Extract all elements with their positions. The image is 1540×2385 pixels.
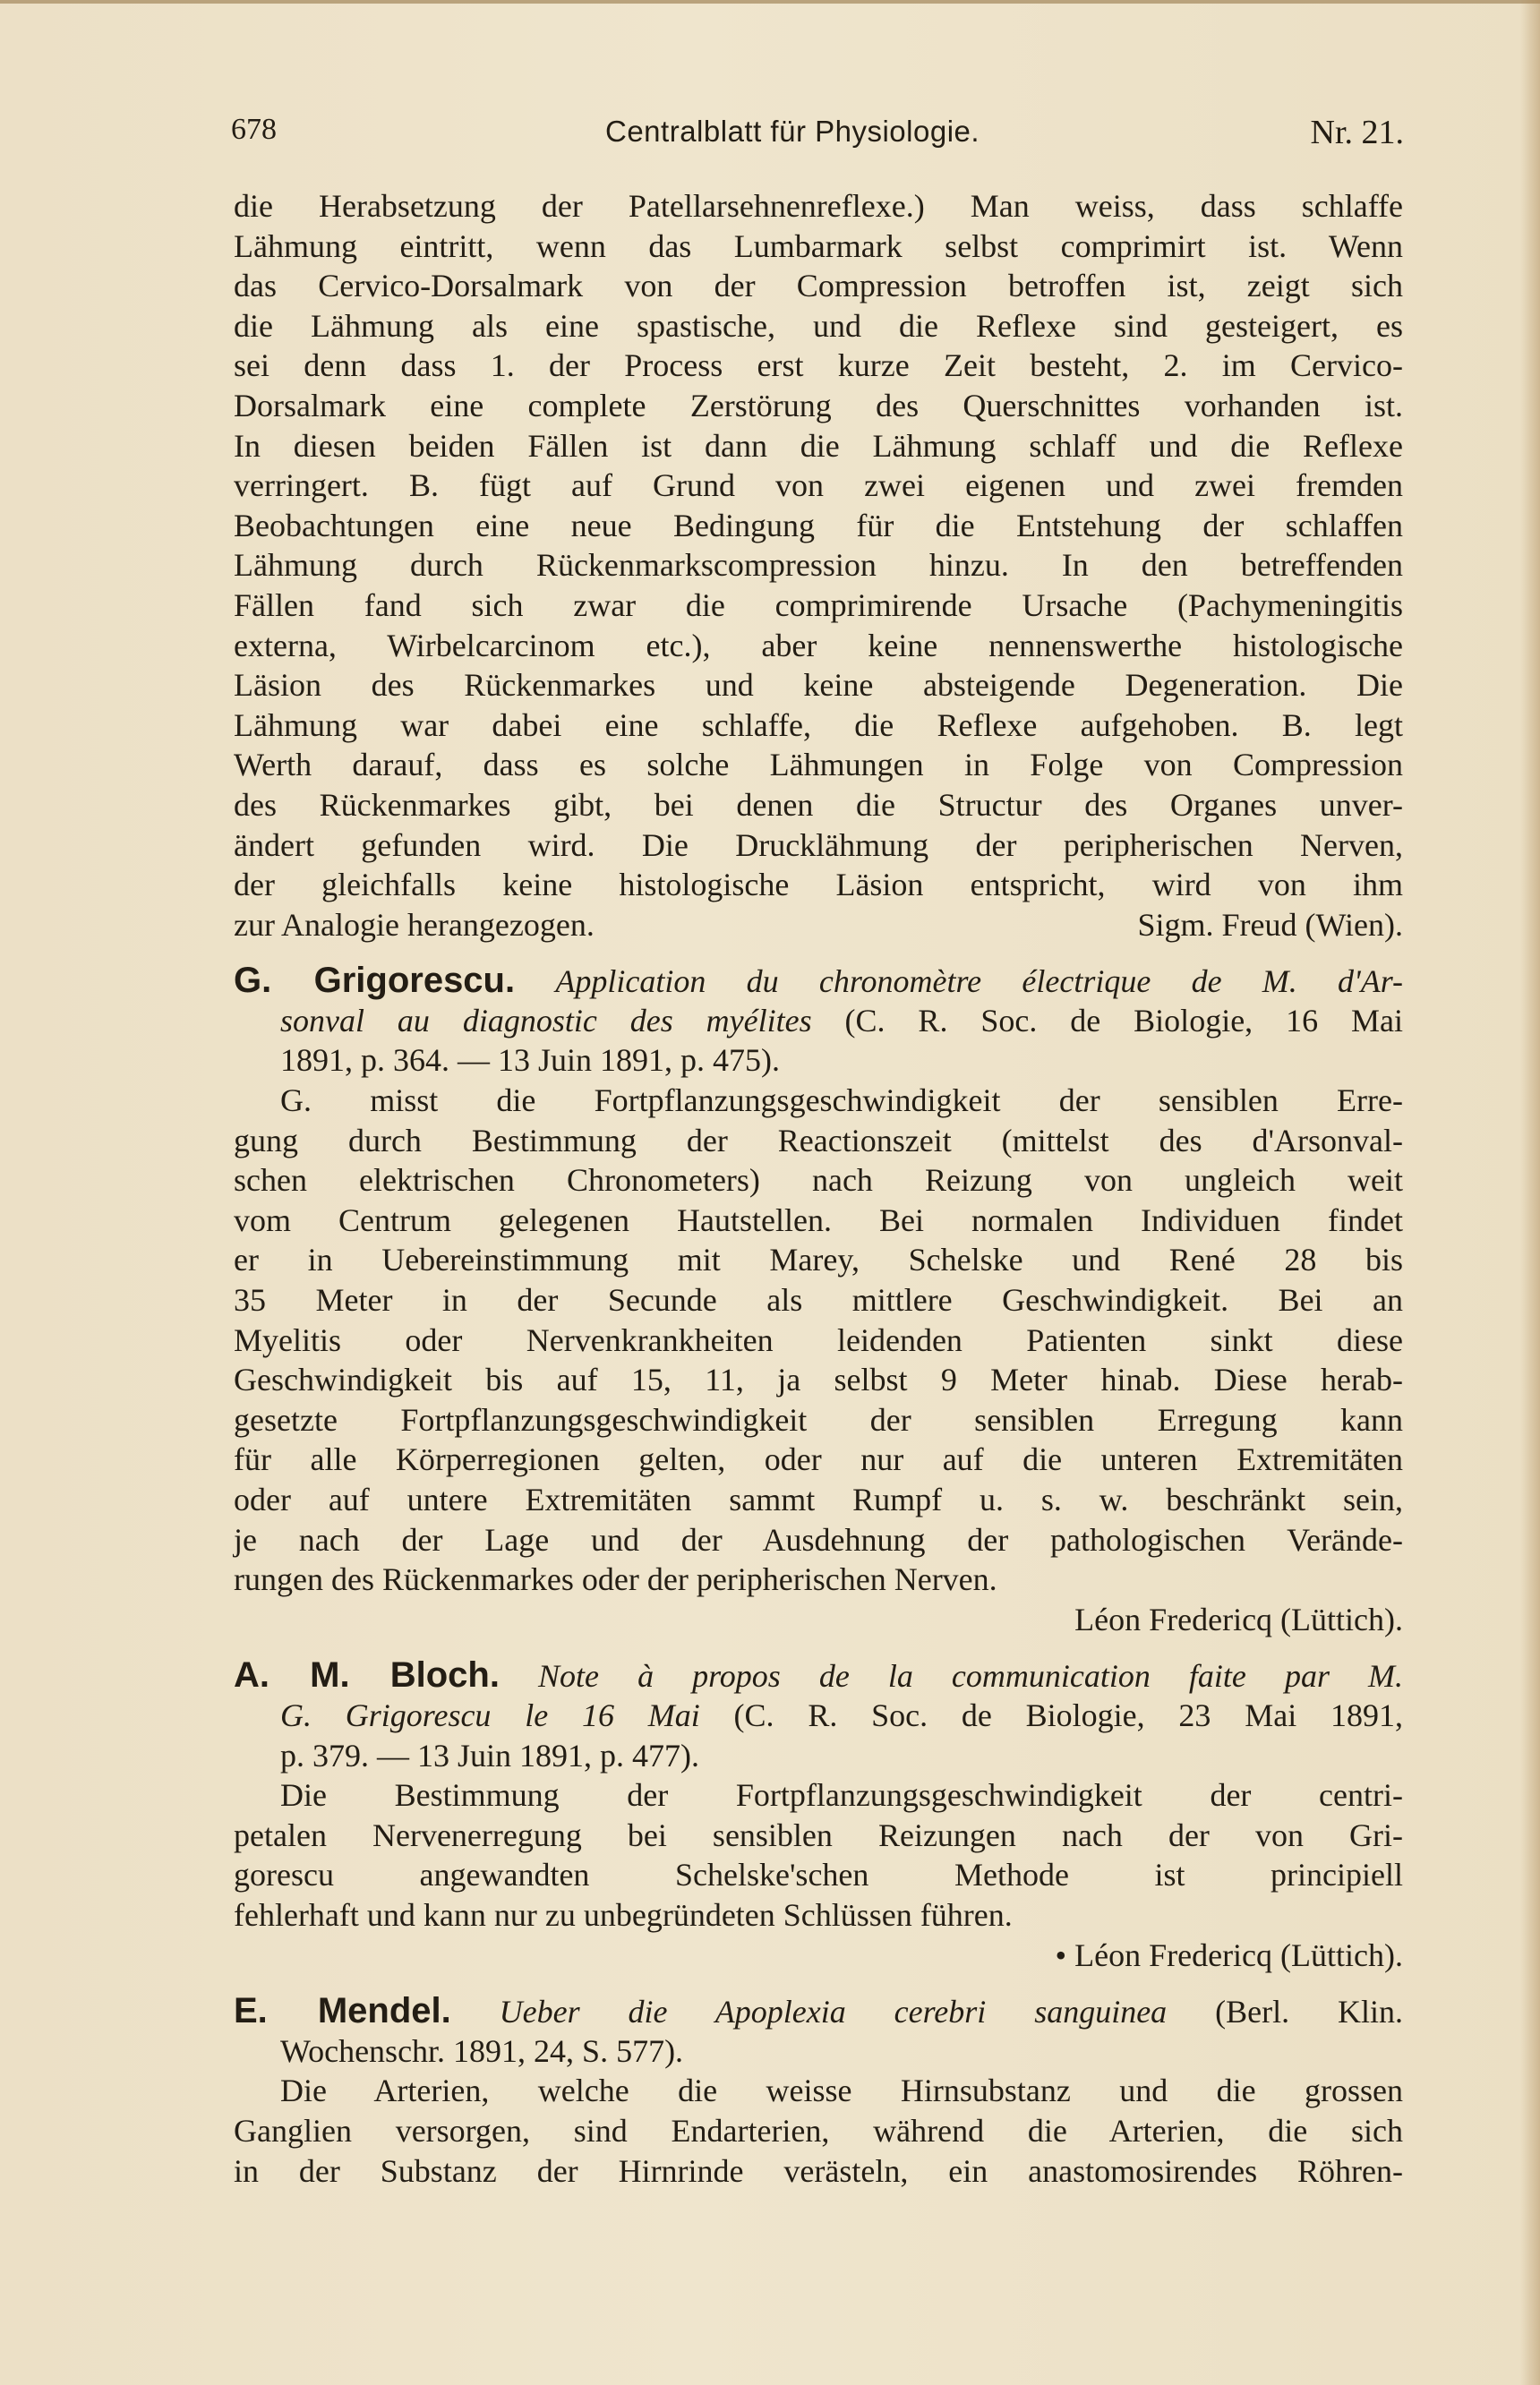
text-line: gung durch Bestimmung der Reactionszeit (mittelst des d'Arsonval- xyxy=(234,1122,1403,1158)
text-line: Läsion des Rückenmarkes und keine absteigende Degeneration. Die xyxy=(234,667,1403,704)
review-freud xyxy=(234,186,1403,945)
text-line: des Rückenmarkes gibt, bei denen die Structur des Organes unver- xyxy=(234,786,1403,823)
text-line: für alle Körperregionen gelten, oder nur auf die unteren Extremitäten xyxy=(234,1441,1403,1478)
article-title-continued: sonval au diagnostic des myélites xyxy=(280,1002,812,1039)
text-line: externa, Wirbelcarcinom etc.), aber keine nennenswerthe histologische xyxy=(234,627,1403,663)
author-name: E. Mendel. xyxy=(234,1991,451,2031)
text-line: die Lähmung als eine spastische, und die Reflexe sind gesteigert, es xyxy=(234,307,1403,344)
text-line: die Herabsetzung der Patellarsehnenreflexe.) Man weiss, dass schlaffe xyxy=(234,188,1403,224)
article-title: Ueber die Apoplexia cerebri sanguinea xyxy=(499,1994,1168,2030)
text-line: der gleichfalls keine histologische Läsion entspricht, wird von ihm xyxy=(234,867,1403,903)
text-line: verringert. B. fügt auf Grund von zwei eigenen und zwei fremden xyxy=(234,467,1403,504)
text-line: Lähmung durch Rückenmarkscompression hinzu. In den betreffenden xyxy=(234,547,1403,584)
reviewer-signature: Léon Fredericq (Lüttich). xyxy=(1074,1601,1403,1637)
text-line: er in Uebereinstimmung mit Marey, Schelske und René 28 bis xyxy=(234,1242,1403,1278)
text-line: Geschwindigkeit bis auf 15, 11, ja selbst 9 Meter hinab. Diese herab- xyxy=(234,1362,1403,1398)
text-line: vom Centrum gelegenen Hautstellen. Bei normalen Individuen findet xyxy=(234,1201,1403,1238)
text-line: Werth darauf, dass es solche Lähmungen in Folge von Compression xyxy=(234,747,1403,783)
citation-source: (C. R. Soc. de Biologie, 23 Mai 1891, xyxy=(699,1697,1403,1733)
journal-title: Centralblatt für Physiologie. xyxy=(605,115,980,148)
text-line: Ganglien versorgen, sind Endarterien, während die Arterien, die sich xyxy=(234,2112,1403,2149)
article-title: Note à propos de la communication faite par M. xyxy=(538,1658,1403,1695)
text-line: Beobachtungen eine neue Bedingung für die Entstehung der schlaffen xyxy=(234,507,1403,543)
reviewer-signature: Sigm. Freud (Wien). xyxy=(1137,906,1403,943)
text-line-final xyxy=(234,905,1403,945)
last-line-text: zur Analogie herangezogen. xyxy=(234,906,595,943)
text-line: G. misst die Fortpflanzungsgeschwindigkeit der sensiblen Erre- xyxy=(280,1082,1403,1119)
citation-line: 1891, p. 364. — 13 Juin 1891, p. 475). xyxy=(280,1042,780,1079)
text-line: Fällen fand sich zwar die comprimirende Ursache (Pachymeningitis xyxy=(234,586,1403,623)
text-line: Die Bestimmung der Fortpflanzungsgeschwindigkeit der centri- xyxy=(280,1777,1403,1814)
citation-line: Wochenschr. 1891, 24, S. 577). xyxy=(280,2032,684,2069)
text-line: 35 Meter in der Secunde als mittlere Geschwindigkeit. Bei an xyxy=(234,1282,1403,1319)
citation-source: (C. R. Soc. de Biologie, 16 Mai xyxy=(811,1002,1403,1039)
citation-line: p. 379. — 13 Juin 1891, p. 477). xyxy=(280,1737,699,1774)
citation-line xyxy=(234,1991,1403,2031)
text-line: gorescu angewandten Schelske'schen Methode ist principiell xyxy=(234,1857,1403,1893)
article-title: Application du chronomètre électrique de M. d'Ar- xyxy=(555,963,1404,1000)
citation-line xyxy=(234,1655,1403,1696)
reviewer-signature: • Léon Fredericq (Lüttich). xyxy=(1055,1936,1403,1973)
text-line: Myelitis oder Nervenkrankheiten leidenden Patienten sinkt diese xyxy=(234,1321,1403,1358)
top-rule xyxy=(0,0,1540,4)
text-line: In diesen beiden Fällen ist dann die Lähmung schlaff und die Reflexe xyxy=(234,427,1403,464)
text-line: das Cervico-Dorsalmark von der Compression betroffen ist, zeigt sich xyxy=(234,268,1403,304)
review-mendel xyxy=(234,1991,1403,2191)
text-line: Lähmung war dabei eine schlaffe, die Reflexe aufgehoben. B. legt xyxy=(234,706,1403,743)
text-line: ändert gefunden wird. Die Drucklähmung der peripherischen Nerven, xyxy=(234,826,1403,863)
citation-source: (Berl. Klin. xyxy=(1167,1994,1403,2030)
citation-line xyxy=(234,1696,1403,1736)
text-line: rungen des Rückenmarkes oder der peripherischen Nerven. xyxy=(234,1561,997,1598)
text-line: petalen Nervenerregung bei sensiblen Reizungen nach der von Gri- xyxy=(234,1817,1403,1853)
author-name: A. M. Bloch. xyxy=(234,1655,500,1696)
text-line: oder auf untere Extremitäten sammt Rumpf u. s. w. beschränkt sein, xyxy=(234,1482,1403,1517)
citation-line xyxy=(234,961,1403,1001)
body-text xyxy=(234,186,1403,2191)
text-line: Lähmung eintritt, wenn das Lumbarmark selbst comprimirt ist. Wenn xyxy=(234,227,1403,264)
author-name: G. Grigorescu. xyxy=(234,961,516,1001)
text-line: in der Substanz der Hirnrinde verästeln, ein anastomosirendes Röhren- xyxy=(234,2152,1403,2189)
review-grigorescu xyxy=(234,961,1403,1639)
text-line: Die Arterien, welche die weisse Hirnsubstanz und die grossen xyxy=(280,2073,1403,2109)
text-line: Dorsalmark eine complete Zerstörung des Querschnittes vorhanden ist. xyxy=(234,387,1403,423)
text-line: schen elektrischen Chronometers) nach Reizung von ungleich weit xyxy=(234,1162,1403,1199)
page-edge-shadow xyxy=(1520,0,1540,2385)
text-line: fehlerhaft und kann nur zu unbegründeten Schlüssen führen. xyxy=(234,1896,1013,1933)
article-title-continued: G. Grigorescu le 16 Mai xyxy=(280,1697,700,1733)
page-number: 678 xyxy=(231,113,277,146)
text-line: sei denn dass 1. der Process erst kurze Zeit besteht, 2. im Cervico- xyxy=(234,347,1403,384)
issue-number: Nr. 21. xyxy=(1310,114,1404,151)
text-line: je nach der Lage und der Ausdehnung der pathologischen Verände- xyxy=(234,1521,1403,1558)
citation-line xyxy=(234,1001,1403,1041)
text-line: gesetzte Fortpflanzungsgeschwindigkeit der sensiblen Erregung kann xyxy=(234,1401,1403,1438)
review-bloch xyxy=(234,1655,1403,1975)
running-header xyxy=(231,113,1404,158)
